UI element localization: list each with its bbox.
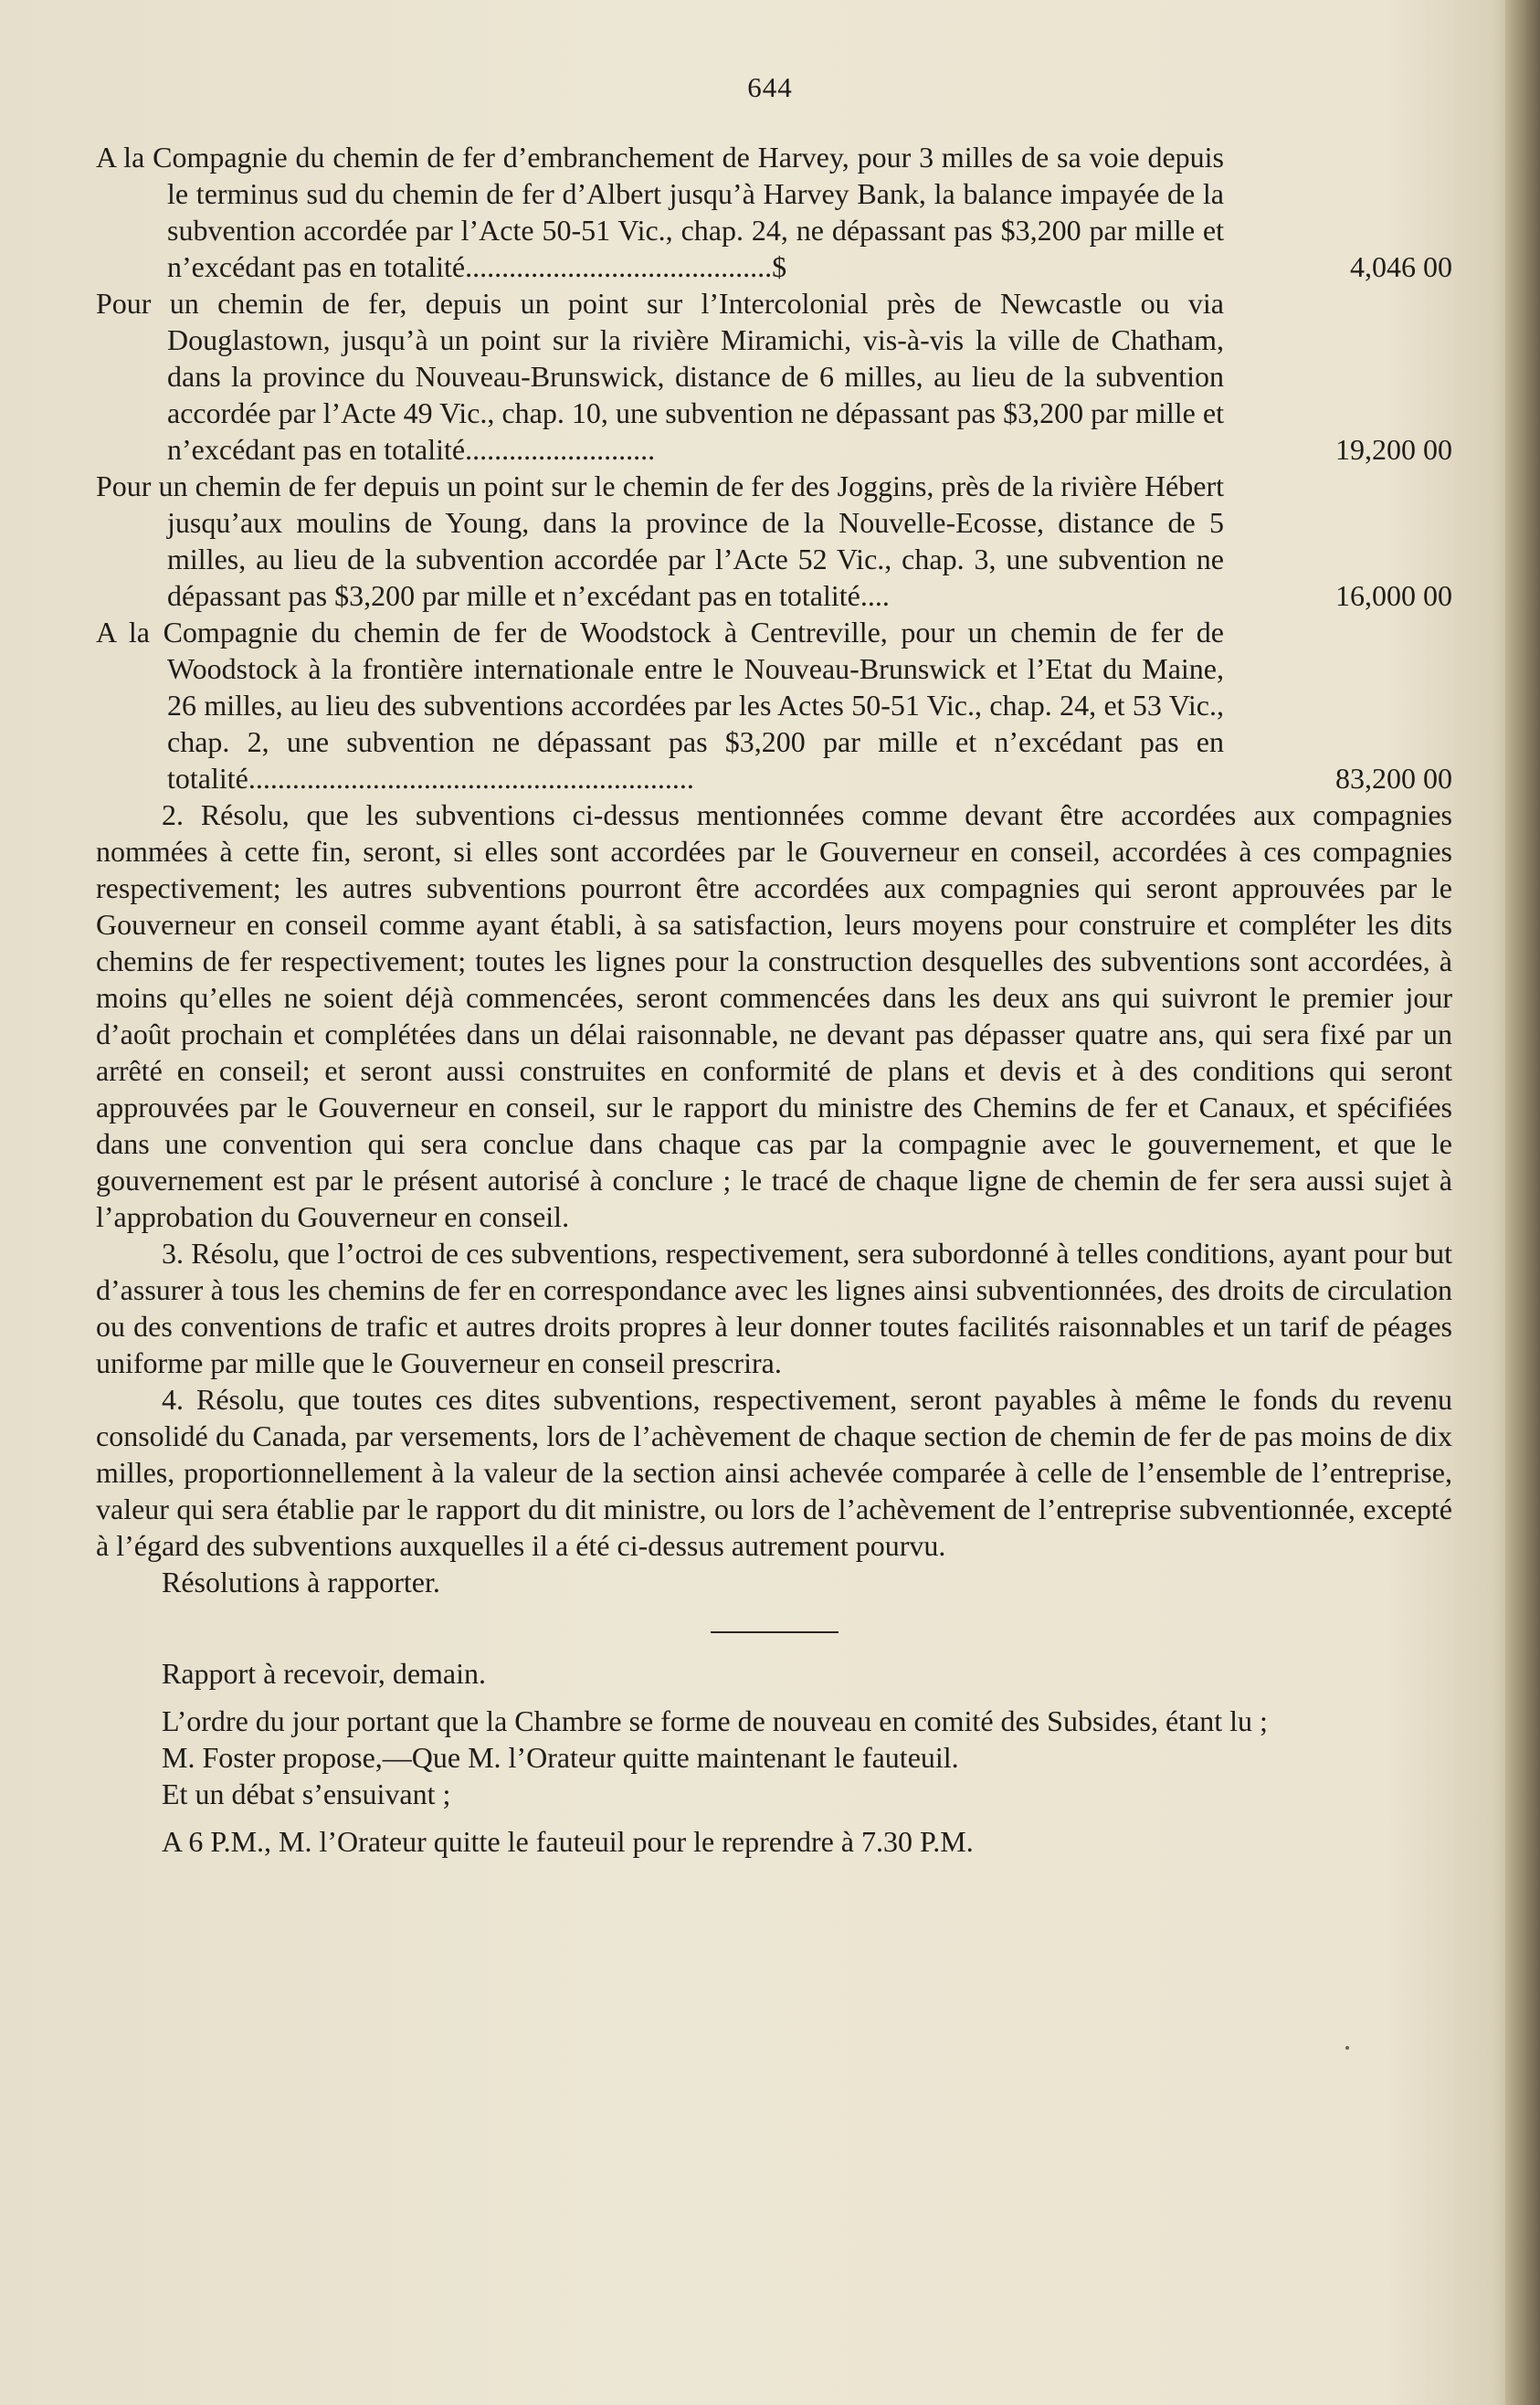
- entry-text: Pour un chemin de fer, depuis un point sur l’Intercolonial près de Newcastle ou via Douglastown, jusqu’à un point sur la rivière Miramichi, vis-à-vis la ville de Chatham, dans la province du Nouveau-Brunswick, distance de 6 milles, au lieu de la subvention accordée par l’Acte 49 Vic., chap. 10, une subvention ne dépassant pas $3,200 par mille et n’excédant pas en totalité..........................: [96, 287, 1224, 466]
- entry-amount: 16,000 00: [1335, 579, 1452, 612]
- report-line: Rapport à recevoir, demain.: [162, 1657, 487, 1690]
- spacer: [96, 1812, 1452, 1823]
- entry-text: Pour un chemin de fer depuis un point sur le chemin de fer des Joggins, près de la rivière Hébert jusqu’aux moulins de Young, dans la province de la Nouvelle-Ecosse, distance de 5 milles, au lieu de la subvention accordée par l’Acte 52 Vic., chap. 3, une subvention ne dépassant pas $3,200 par mille et n’excédant pas en totalité....: [96, 469, 1224, 612]
- subsidy-entry-joggins: [96, 468, 1452, 614]
- motion-line: M. Foster propose,—Que M. l’Orateur quitte maintenant le fauteuil.: [162, 1741, 959, 1774]
- entry-amount: 4,046 00: [1350, 250, 1452, 283]
- paper-speck: [1345, 2046, 1349, 2050]
- spacer: [96, 1692, 1452, 1703]
- subsidy-entry-woodstock: [96, 614, 1452, 796]
- entry-amount: 19,200 00: [1335, 433, 1452, 466]
- entry-amount: 83,200 00: [1335, 762, 1452, 795]
- order-of-day: L’ordre du jour portant que la Chambre se forme de nouveau en comité des Subsides, étant lu ;: [162, 1704, 1268, 1737]
- entry-text: A la Compagnie du chemin de fer d’embranchement de Harvey, pour 3 milles de sa voie depuis le terminus sud du chemin de fer d’Albert jusqu’à Harvey Bank, la balance impayée de la subvention accordée par l’Acte 50-51 Vic., chap. 24, ne dépassant pas $3,200 par mille et n’excédant pas en totalité..........................................$: [96, 141, 1224, 283]
- resolution-2: 2. Résolu, que les subventions ci-dessus mentionnées comme devant être accordées aux compagnies nommées à cette fin, seront, si elles sont accordées par le Gouverneur en conseil, accordées à ces compagnies respectivement; les autres subventions pourront être accordées aux compagnies qui seront approuvées par le Gouverneur en conseil comme ayant établi, à sa satisfaction, leurs moyens pour construire et compléter les dits chemins de fer respectivement; toutes les lignes pour la construction desquelles des subventions sont accordées, à moins qu’elles ne soient déjà commencées, seront commencées dans les deux ans qui suivront le premier jour d’août prochain et complétées dans un délai raisonnable, ne devant pas dépasser quatre ans, qui sera fixé par un arrêté en conseil; et seront aussi construites en conformité de plans et devis et à des conditions qui seront approuvées par le Gouverneur en conseil, sur le rapport du ministre des Chemins de fer et Canaux, et spécifiées dans une convention qui sera conclue dans chaque cas par la compagnie avec le gouvernement, et que le gouvernement est par le présent autorisé à conclure ; le tracé de chaque ligne de chemin de fer sera aussi sujet à l’approbation du Gouverneur en conseil.: [96, 798, 1452, 1233]
- resolution-4: 4. Résolu, que toutes ces dites subventions, respectivement, seront payables à même le fonds du revenu consolidé du Canada, par versements, lors de l’achèvement de chaque section de chemin de fer de pas moins de dix milles, proportionnellement à la valeur de la section ainsi achevée comparée à celle de l’ensemble de l’entreprise, valeur qui sera établie par le rapport du dit ministre, ou lors de l’achèvement de l’entreprise subventionnée, excepté à l’égard des subventions auxquelles il a été ci-dessus autrement pourvu.: [96, 1383, 1452, 1562]
- page-edge: [1505, 0, 1540, 2405]
- entry-text: A la Compagnie du chemin de fer de Woodstock à Centreville, pour un chemin de fer de Woodstock à la frontière internationale entre le Nouveau-Brunswick et l’Etat du Maine, 26 milles, au lieu des subventions accordées par les Actes 50-51 Vic., chap. 24, et 53 Vic., chap. 2, une subvention ne dépassant pas $3,200 par mille et n’excédant pas en totalité.............................................................: [96, 616, 1224, 795]
- document-body: [96, 139, 1452, 1860]
- page-number: 644: [747, 71, 793, 103]
- subsidy-entry-harvey: [96, 139, 1452, 285]
- adjournment-line: A 6 P.M., M. l’Orateur quitte le fauteuil pour le reprendre à 7.30 P.M.: [162, 1825, 974, 1858]
- resolutions-closing: Résolutions à rapporter.: [162, 1566, 440, 1598]
- resolution-3: 3. Résolu, que l’octroi de ces subventions, respectivement, sera subordonné à telles conditions, ayant pour but d’assurer à tous les chemins de fer en correspondance avec les lignes ainsi subventionnées, des droits de circulation ou des conventions de trafic et autres droits propres à leur donner toutes facilités raisonnables et un tarif de péages uniforme par mille que le Gouverneur en conseil prescrira.: [96, 1237, 1452, 1379]
- subsidy-entry-newcastle: [96, 285, 1452, 468]
- section-divider: [711, 1631, 839, 1633]
- debate-line: Et un débat s’ensuivant ;: [162, 1777, 451, 1810]
